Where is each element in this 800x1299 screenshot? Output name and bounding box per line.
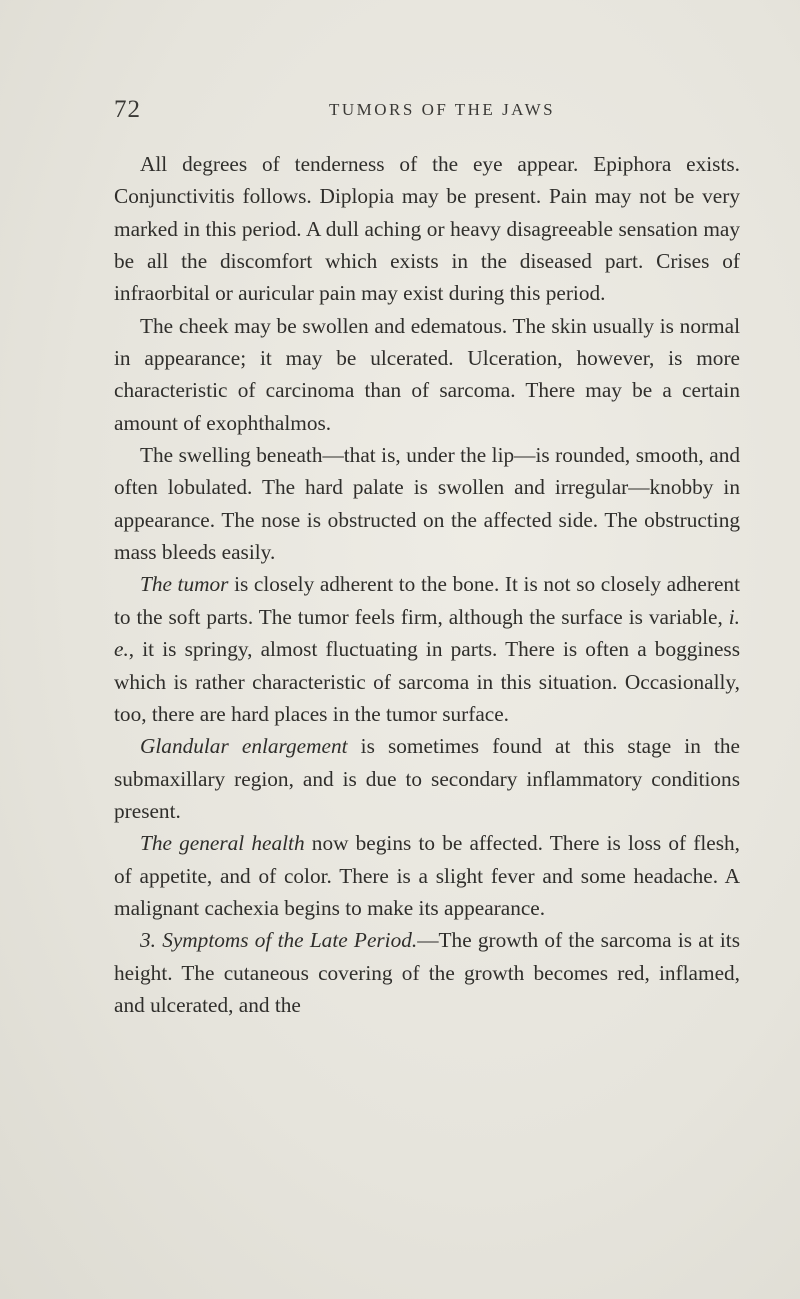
paragraph-lead-italic: The general health xyxy=(140,831,305,856)
page-number: 72 xyxy=(114,96,141,123)
running-title: TUMORS OF THE JAWS xyxy=(329,100,556,119)
running-head xyxy=(114,96,734,126)
body-text xyxy=(114,148,740,1021)
paragraph-glandular: Glandular enlargement is sometimes found at this stage in the submaxillary region, and is due to secondary inflammatory conditions present. xyxy=(114,734,741,823)
paragraph-lead-italic: The tumor xyxy=(140,572,229,597)
paragraph-general-health: The general health now begins to be affected. There is loss of flesh, of appetite, and of color. There is a slight fever and some headache. A malignant cachexia begins to make its appearance. xyxy=(114,831,740,920)
paragraph-lead-italic: Glandular enlargement xyxy=(140,734,348,759)
paragraph-swelling: The swelling beneath—that is, under the lip—is rounded, smooth, and often lobulated. The hard palate is swollen and irregular—knobby in appearance. The nose is obstructed on the affected side. The obstructing mass bleeds easily. xyxy=(114,443,740,565)
paragraph-cheek: The cheek may be swollen and edematous. The skin usually is normal in appearance; it may be ulcerated. Ulceration, however, is more characteristic of carcinoma than of sarcoma. There may be a certain amount of exophthalmos. xyxy=(114,313,740,435)
paragraph-tumor: The tumor is closely adherent to the bone. It is not so closely adherent to the soft parts. The tumor feels firm, although the surface is variable, i. e., it is springy, almost fluctuating in parts. There is often a bogginess which is rather characteristic of sarcoma in this situation. Occasionally, too, there are hard places in the tumor surface. xyxy=(114,572,740,726)
section-heading-italic: 3. Symptoms of the Late Period. xyxy=(140,928,418,953)
paragraph-eye-symptoms: All degrees of tenderness of the eye appear. Epiphora exists. Conjunctivitis follows. Diplopia may be present. Pain may not be very marked in this period. A dull aching or heavy disagreeable sensation may be all the discomfort which exists in the diseased part. Crises of infraorbital or auricular pain may exist during this period. xyxy=(114,152,740,306)
abbreviation-italic: i. e. xyxy=(114,604,740,662)
paragraph-late-period: 3. Symptoms of the Late Period.—The growth of the sarcoma is at its height. The cutaneous covering of the growth becomes red, inflamed, and ulcerated, and the xyxy=(114,928,740,1017)
